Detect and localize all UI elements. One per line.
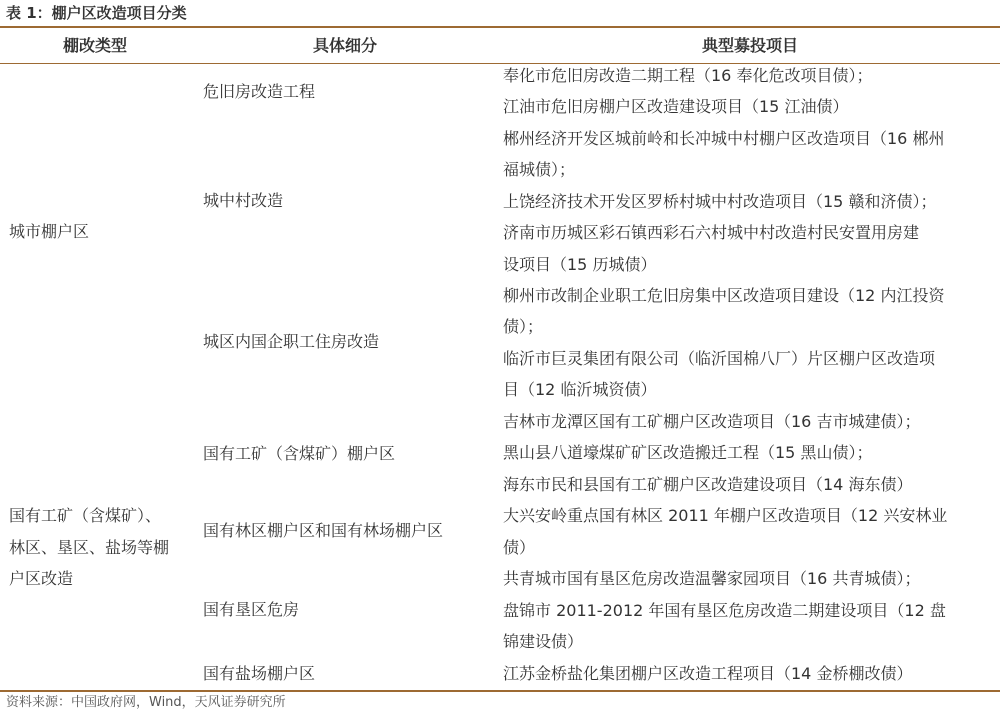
project-line: 福城债）； bbox=[503, 160, 576, 179]
subtype-soe-housing: 城区内国企职工住房改造 bbox=[203, 332, 380, 351]
category-state-line-1: 国有工矿（含煤矿）、 bbox=[9, 506, 162, 525]
project-line: 吉林市龙潭区国有工矿棚户区改造项目（16 吉市城建债）； bbox=[503, 412, 921, 431]
project-line: 海东市民和县国有工矿棚户区改造建设项目（14 海东债） bbox=[503, 475, 913, 494]
project-line: 债） bbox=[503, 538, 536, 557]
subtype-salt-field: 国有盐场棚户区 bbox=[203, 664, 316, 683]
bottom-rule bbox=[0, 690, 1000, 692]
table-caption: 表 1：棚户区改造项目分类 bbox=[6, 4, 187, 22]
project-line: 目（12 临沂城资债） bbox=[503, 380, 657, 399]
project-line: 济南市历城区彩石镇西彩石六村城中村改造村民安置用房建 bbox=[503, 223, 920, 242]
source-note: 资料来源：中国政府网，Wind，天风证券研究所 bbox=[6, 695, 286, 710]
header-projects: 典型募投项目 bbox=[701, 36, 798, 55]
project-line: 奉化市危旧房改造二期工程（16 奉化危改项目债）； bbox=[503, 66, 873, 85]
project-line: 上饶经济技术开发区罗桥村城中村改造项目（15 赣和济债）； bbox=[503, 192, 937, 211]
subtype-forestry: 国有林区棚户区和国有林场棚户区 bbox=[203, 521, 444, 540]
category-city: 城市棚户区 bbox=[9, 222, 90, 241]
project-line: 设项目（15 历城债） bbox=[503, 255, 657, 274]
project-line: 锦建设债） bbox=[503, 632, 584, 651]
category-state-line-3: 户区改造 bbox=[9, 569, 74, 588]
project-line: 债）； bbox=[503, 317, 544, 336]
subtype-mining: 国有工矿（含煤矿）棚户区 bbox=[203, 444, 396, 463]
subtype-urban-village: 城中村改造 bbox=[203, 191, 284, 210]
subtype-dangerous-housing: 危旧房改造工程 bbox=[203, 82, 316, 101]
header-type: 棚改类型 bbox=[62, 36, 127, 55]
category-state-line-2: 林区、垦区、盐场等棚 bbox=[9, 538, 170, 557]
project-line: 郴州经济开发区城前岭和长冲城中村棚户区改造项目（16 郴州 bbox=[503, 129, 945, 148]
project-line: 江油市危旧房棚户区改造建设项目（15 江油债） bbox=[503, 97, 849, 116]
header-detail: 具体细分 bbox=[312, 36, 377, 55]
project-line: 江苏金桥盐化集团棚户区改造工程项目（14 金桥棚改债） bbox=[503, 664, 913, 683]
project-line: 盘锦市 2011-2012 年国有垦区危房改造二期建设项目（12 盘 bbox=[503, 601, 946, 620]
project-line: 柳州市改制企业职工危旧房集中区改造项目建设（12 内江投资 bbox=[503, 286, 945, 305]
project-line: 大兴安岭重点国有林区 2011 年棚户区改造项目（12 兴安林业 bbox=[503, 506, 948, 525]
project-line: 临沂市巨灵集团有限公司（临沂国棉八厂）片区棚户区改造项 bbox=[503, 349, 936, 368]
subtype-reclamation: 国有垦区危房 bbox=[203, 600, 300, 619]
project-line: 黑山县八道壕煤矿矿区改造搬迁工程（15 黑山债）； bbox=[503, 443, 873, 462]
project-line: 共青城市国有垦区危房改造温馨家园项目（16 共青城债）； bbox=[503, 569, 921, 588]
